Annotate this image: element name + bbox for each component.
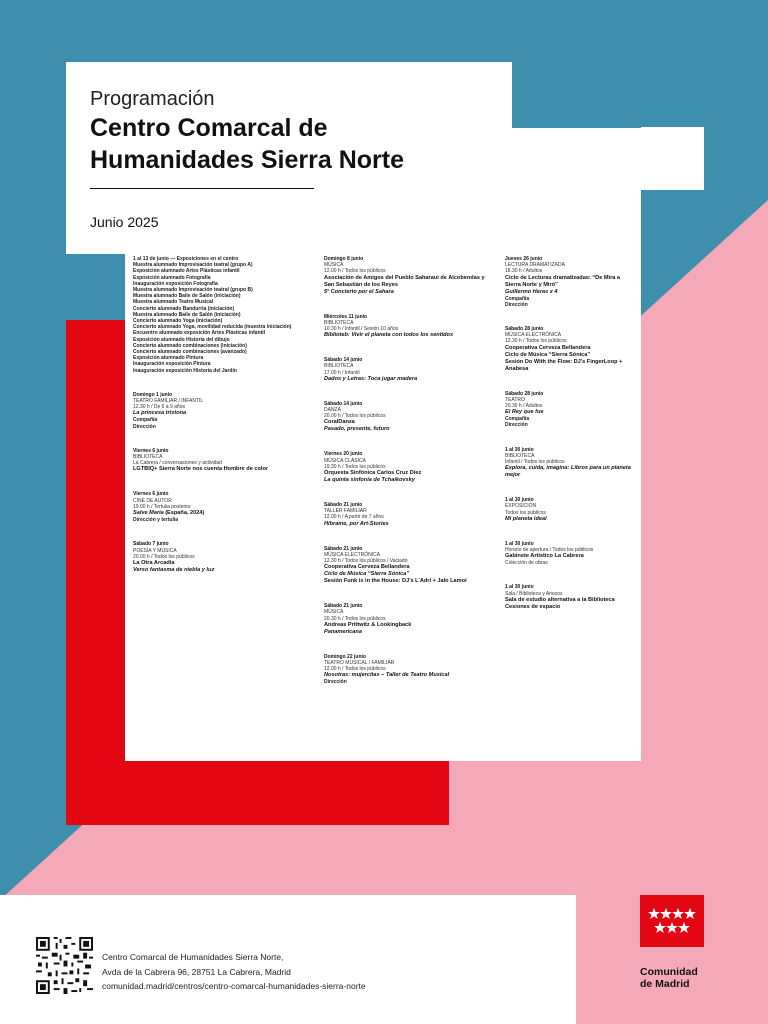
event-date: Sábado 14 junio bbox=[324, 357, 363, 364]
list-item: Concierto alumnado Yoga (iniciación) bbox=[133, 318, 223, 325]
event-entry bbox=[505, 256, 633, 308]
event-entry bbox=[505, 447, 633, 480]
event-title: Orquesta Sinfónica Carlos Cruz Díez bbox=[324, 470, 422, 477]
event-title: Asociación de Amigos del Pueblo Saharaui de Alcobendas y San Sebastián de los Reyes bbox=[324, 274, 485, 288]
event-subtitle: Nosotras: mujercitas – Taller de Teatro Musical bbox=[324, 672, 450, 679]
event-subtitle: Biblioteb: Vivir el planeta con todos los sentidos bbox=[324, 332, 454, 339]
page-title-line1: Centro Comarcal de bbox=[90, 114, 328, 142]
list-item: Inauguración exposición Pintura bbox=[133, 361, 211, 368]
event-time: 18.30 h / Adultos bbox=[505, 268, 543, 275]
event-date: 1 al 30 junio bbox=[505, 497, 534, 504]
event-extra: Dirección bbox=[505, 301, 528, 308]
event-entry bbox=[505, 584, 633, 610]
event-subtitle: Salve María bbox=[133, 510, 164, 517]
event-entry bbox=[324, 314, 492, 340]
list-item: Concierto alumnado combinaciones (avanzado) bbox=[133, 349, 247, 356]
event-category: DANZA bbox=[324, 407, 341, 414]
list-item: Muestra alumnado Teatro Musical bbox=[133, 299, 214, 306]
event-time: 19.30 h / Todos los públicos bbox=[324, 463, 386, 470]
event-time: Infantil / Todos los públicos bbox=[505, 459, 565, 466]
page-title-line2: Humanidades Sierra Norte bbox=[90, 146, 404, 174]
event-time: 17.00 h / Infantil bbox=[324, 369, 360, 376]
event-time: La Cabrera / conversaciones y actividad bbox=[133, 460, 222, 467]
event-time: 12.30 h / Todos los públicos bbox=[505, 338, 567, 345]
event-category: LECTURA DRAMATIZADA bbox=[505, 262, 565, 269]
footer-address bbox=[102, 950, 366, 994]
event-extra: Compañía bbox=[133, 417, 158, 424]
list-item: Muestra alumnado Baile de Salón (iniciación) bbox=[133, 293, 241, 300]
event-category: Sala / Biblioteca y Anexos bbox=[505, 590, 563, 597]
event-date: Domingo 22 junio bbox=[324, 653, 366, 660]
event-subtitle: La quinta sinfonía de Tchaikovsky bbox=[324, 477, 415, 484]
list-item: Exposición alumnado Pintura bbox=[133, 355, 204, 362]
event-entry bbox=[324, 546, 492, 586]
event-time: 12.30 h / De 6 a 9 años bbox=[133, 404, 185, 411]
event-time: 20.30 h / Adultos bbox=[505, 403, 543, 410]
event-subtitle: El Rey que fue bbox=[505, 409, 544, 416]
event-extra: Dirección y tertulia bbox=[133, 517, 179, 524]
event-title-2: Ciclo de Música “Sierra Sónica” bbox=[505, 351, 591, 358]
event-title-2: Sesión Funk is in the House: DJ’s L’Adri + Jalo Lamoi bbox=[324, 578, 467, 585]
org-name-line1: Comunidad bbox=[640, 966, 698, 978]
event-time: 10.30 h / Infantil / Sesión 10 años bbox=[324, 326, 399, 333]
event-title: LGTBIQ+ Sierra Norte nos cuenta Hombre de color bbox=[133, 466, 269, 473]
event-time: 19.00 h / Tertulia posterior bbox=[133, 503, 191, 510]
event-time: 20.30 h / Todos los públicos bbox=[324, 615, 386, 622]
list-item: Concierto alumnado Yoga, movilidad reducida (muestra iniciación) bbox=[133, 324, 292, 331]
comunidad-madrid-name bbox=[640, 966, 698, 990]
event-time: 20.00 h / Todos los públicos bbox=[324, 413, 386, 420]
event-category: TEATRO bbox=[505, 396, 525, 403]
event-entry bbox=[324, 357, 492, 383]
event-time: 12.00 h / Todos los públicos bbox=[324, 268, 386, 275]
qr-code-icon[interactable] bbox=[36, 937, 93, 994]
event-subtitle-suffix: (España, 2024) bbox=[165, 510, 205, 517]
event-time: 20.00 h / Todos los públicos bbox=[133, 553, 195, 560]
event-date: Sábado 21 junio bbox=[324, 545, 363, 552]
event-date: Sábado 21 junio bbox=[324, 603, 363, 610]
event-time: Colección de obras bbox=[505, 560, 548, 567]
event-date: Viernes 20 junio bbox=[324, 451, 363, 458]
event-entry bbox=[133, 541, 313, 574]
event-category: BIBLIOTECA bbox=[133, 454, 163, 461]
event-title: Andreas Prittwitz & Lookingback bbox=[324, 621, 412, 628]
event-entry bbox=[505, 497, 633, 523]
event-entry bbox=[133, 392, 313, 430]
list-item: Exposición alumnado Historia del dibujo bbox=[133, 336, 230, 343]
footer-street: Avda de la Cabrera 96, 28751 La Cabrera, Madrid bbox=[102, 966, 291, 977]
list-item: Encuentro alumnado exposición Artes Plásticas infantil bbox=[133, 330, 266, 337]
event-title-3: Sesión Do With the Flow: DJ’s FingerLoop + Anabesa bbox=[505, 358, 623, 372]
event-entry bbox=[505, 541, 633, 567]
event-category: CINE DE AUTOR bbox=[133, 497, 172, 504]
event-title: Cooperativa Cerveza Bellandera bbox=[324, 564, 410, 571]
event-subtitle: 5º Concierto por el Sahara bbox=[324, 288, 394, 295]
program-label: Programación bbox=[90, 88, 215, 110]
event-time: 12.30 h / Todos los públicos / Vaciado bbox=[324, 558, 408, 565]
event-extra: Dirección bbox=[505, 422, 528, 429]
title-divider bbox=[90, 188, 314, 189]
event-category: MÚSICA bbox=[324, 609, 344, 616]
event-title: Gabinete Artístico La Cabrera bbox=[505, 553, 584, 560]
program-column-3 bbox=[505, 256, 633, 621]
event-entry bbox=[324, 401, 492, 434]
list-item: Concierto alumnado combinaciones (iniciación) bbox=[133, 342, 247, 349]
list-item: Muestra alumnado Baile de Salón (iniciación) bbox=[133, 311, 241, 318]
event-subtitle: Pasado, presente, futuro bbox=[324, 426, 390, 433]
event-subtitle: La princesa tristona bbox=[133, 410, 187, 417]
white-square bbox=[641, 127, 704, 190]
list-item: Muestra alumnado Improvisación teatral (grupo B) bbox=[133, 287, 253, 294]
event-entry bbox=[324, 451, 492, 484]
event-category: BIBLIOTECA bbox=[505, 452, 535, 459]
event-date: Viernes 6 junio bbox=[133, 447, 169, 454]
event-title: Ciclo de Lecturas dramatizadas: “De Mira a Sierra Norte y Miró” bbox=[505, 274, 621, 288]
event-date: 1 al 30 junio bbox=[505, 540, 534, 547]
event-subtitle: Verso fantasma de niebla y luz bbox=[133, 566, 215, 573]
event-time: 12.00 h / A partir de 7 años bbox=[324, 514, 384, 521]
event-entry bbox=[133, 491, 313, 523]
event-subtitle: Guillermo Heras x 4 bbox=[505, 288, 558, 295]
event-subtitle: Explora, cuida, imagina: Libros para un planeta mejor bbox=[505, 465, 631, 479]
event-date: Jueves 26 junio bbox=[505, 256, 543, 262]
event-subtitle: Híbrame, por Art-Stories bbox=[324, 520, 389, 527]
event-date: 1 al 30 junio bbox=[505, 446, 534, 453]
event-entry bbox=[324, 603, 492, 636]
header bbox=[90, 86, 520, 189]
list-item: Exposición alumnado Artes Plásticas infantil bbox=[133, 268, 240, 275]
event-entry bbox=[505, 391, 633, 429]
event-category: EXPOSICIÓN bbox=[505, 503, 537, 510]
stars-icon bbox=[640, 895, 704, 947]
event-date: Viernes 6 junio bbox=[133, 491, 169, 498]
event-title: Sala de estudio alternativa a la Biblioteca bbox=[505, 596, 615, 603]
event-extra: Dirección bbox=[324, 679, 347, 686]
event-entry bbox=[324, 654, 492, 686]
event-subtitle: Panamericana bbox=[324, 628, 362, 635]
list-item: Inauguración exposición Fotografía bbox=[133, 280, 218, 287]
event-extra: Compañía bbox=[505, 295, 530, 302]
event-category: MÚSICA bbox=[324, 262, 344, 269]
footer-center-name: Centro Comarcal de Humanidades Sierra Norte, bbox=[102, 952, 284, 962]
list-item: Inauguración exposición Historia del Jardín bbox=[133, 367, 237, 374]
event-extra: Compañía bbox=[505, 416, 530, 423]
event-category: MÚSICA CLÁSICA bbox=[324, 457, 366, 464]
event-category: Horario de apertura / Todos los públicos bbox=[505, 547, 594, 554]
list-item: Exposición alumnado Fotografía bbox=[133, 274, 211, 281]
event-entry bbox=[324, 256, 492, 296]
event-subtitle: Ciclo de Música “Sierra Sónica” bbox=[324, 571, 410, 578]
event-subtitle: Dados y Letras: Toca jugar madera bbox=[324, 375, 418, 382]
event-time: Todos los públicos bbox=[505, 509, 546, 516]
event-category: TEATRO MUSICAL / FAMILIAR bbox=[324, 660, 395, 667]
event-subtitle: Mi planeta ideal bbox=[505, 515, 547, 522]
program-column-2 bbox=[324, 256, 492, 696]
event-entry bbox=[505, 326, 633, 373]
event-category: MÚSICA ELECTRÓNICA bbox=[324, 551, 381, 558]
list-item: Muestra alumnado Improvisación teatral (grupo A) bbox=[133, 262, 253, 269]
event-date: Sábado 28 junio bbox=[505, 390, 544, 397]
event-category: TEATRO FAMILIAR / INFANTIL bbox=[133, 398, 204, 405]
event-extra: Dirección bbox=[133, 423, 156, 430]
event-category: TALLER FAMILIAR bbox=[324, 508, 367, 515]
event-title-2: Cesiones de espacio bbox=[505, 603, 561, 610]
event-category: BIBLIOTECA bbox=[324, 363, 354, 370]
event-category: MÚSICA ELECTRÓNICA bbox=[505, 332, 562, 339]
exhibition-list bbox=[133, 256, 313, 374]
org-name-line2: de Madrid bbox=[640, 978, 690, 990]
event-date: 1 al 30 junio bbox=[505, 584, 534, 591]
list-item: Concierto alumnado Bandurria (iniciación) bbox=[133, 305, 235, 312]
event-title: CoralDanza bbox=[324, 419, 355, 426]
event-date: Sábado 21 junio bbox=[324, 502, 363, 509]
event-date: Domingo 8 junio bbox=[324, 256, 364, 262]
footer-url-link[interactable]: comunidad.madrid/centros/centro-comarcal-humanidades-sierra-norte bbox=[102, 981, 366, 991]
month-label: Junio 2025 bbox=[90, 214, 159, 230]
program-column-1 bbox=[133, 256, 313, 584]
event-date: Sábado 7 junio bbox=[133, 541, 169, 548]
comunidad-madrid-logo bbox=[640, 895, 704, 947]
event-title: Cooperativa Cerveza Bellandera bbox=[505, 344, 591, 351]
event-title: La Otra Arcadia bbox=[133, 559, 175, 566]
event-category: POESÍA Y MÚSICA bbox=[133, 547, 177, 554]
event-date: Sábado 14 junio bbox=[324, 400, 363, 407]
event-date: Miércoles 11 junio bbox=[324, 313, 368, 320]
event-entry bbox=[324, 502, 492, 528]
event-date: Sábado 28 junio bbox=[505, 326, 544, 333]
list-item: 1 al 13 de junio — Exposiciones en el centro bbox=[133, 256, 239, 262]
event-entry bbox=[133, 448, 313, 474]
event-time: 12.00 h / Todos los públicos bbox=[324, 666, 386, 673]
event-date: Domingo 1 junio bbox=[133, 391, 173, 398]
event-category: BIBLIOTECA bbox=[324, 319, 354, 326]
